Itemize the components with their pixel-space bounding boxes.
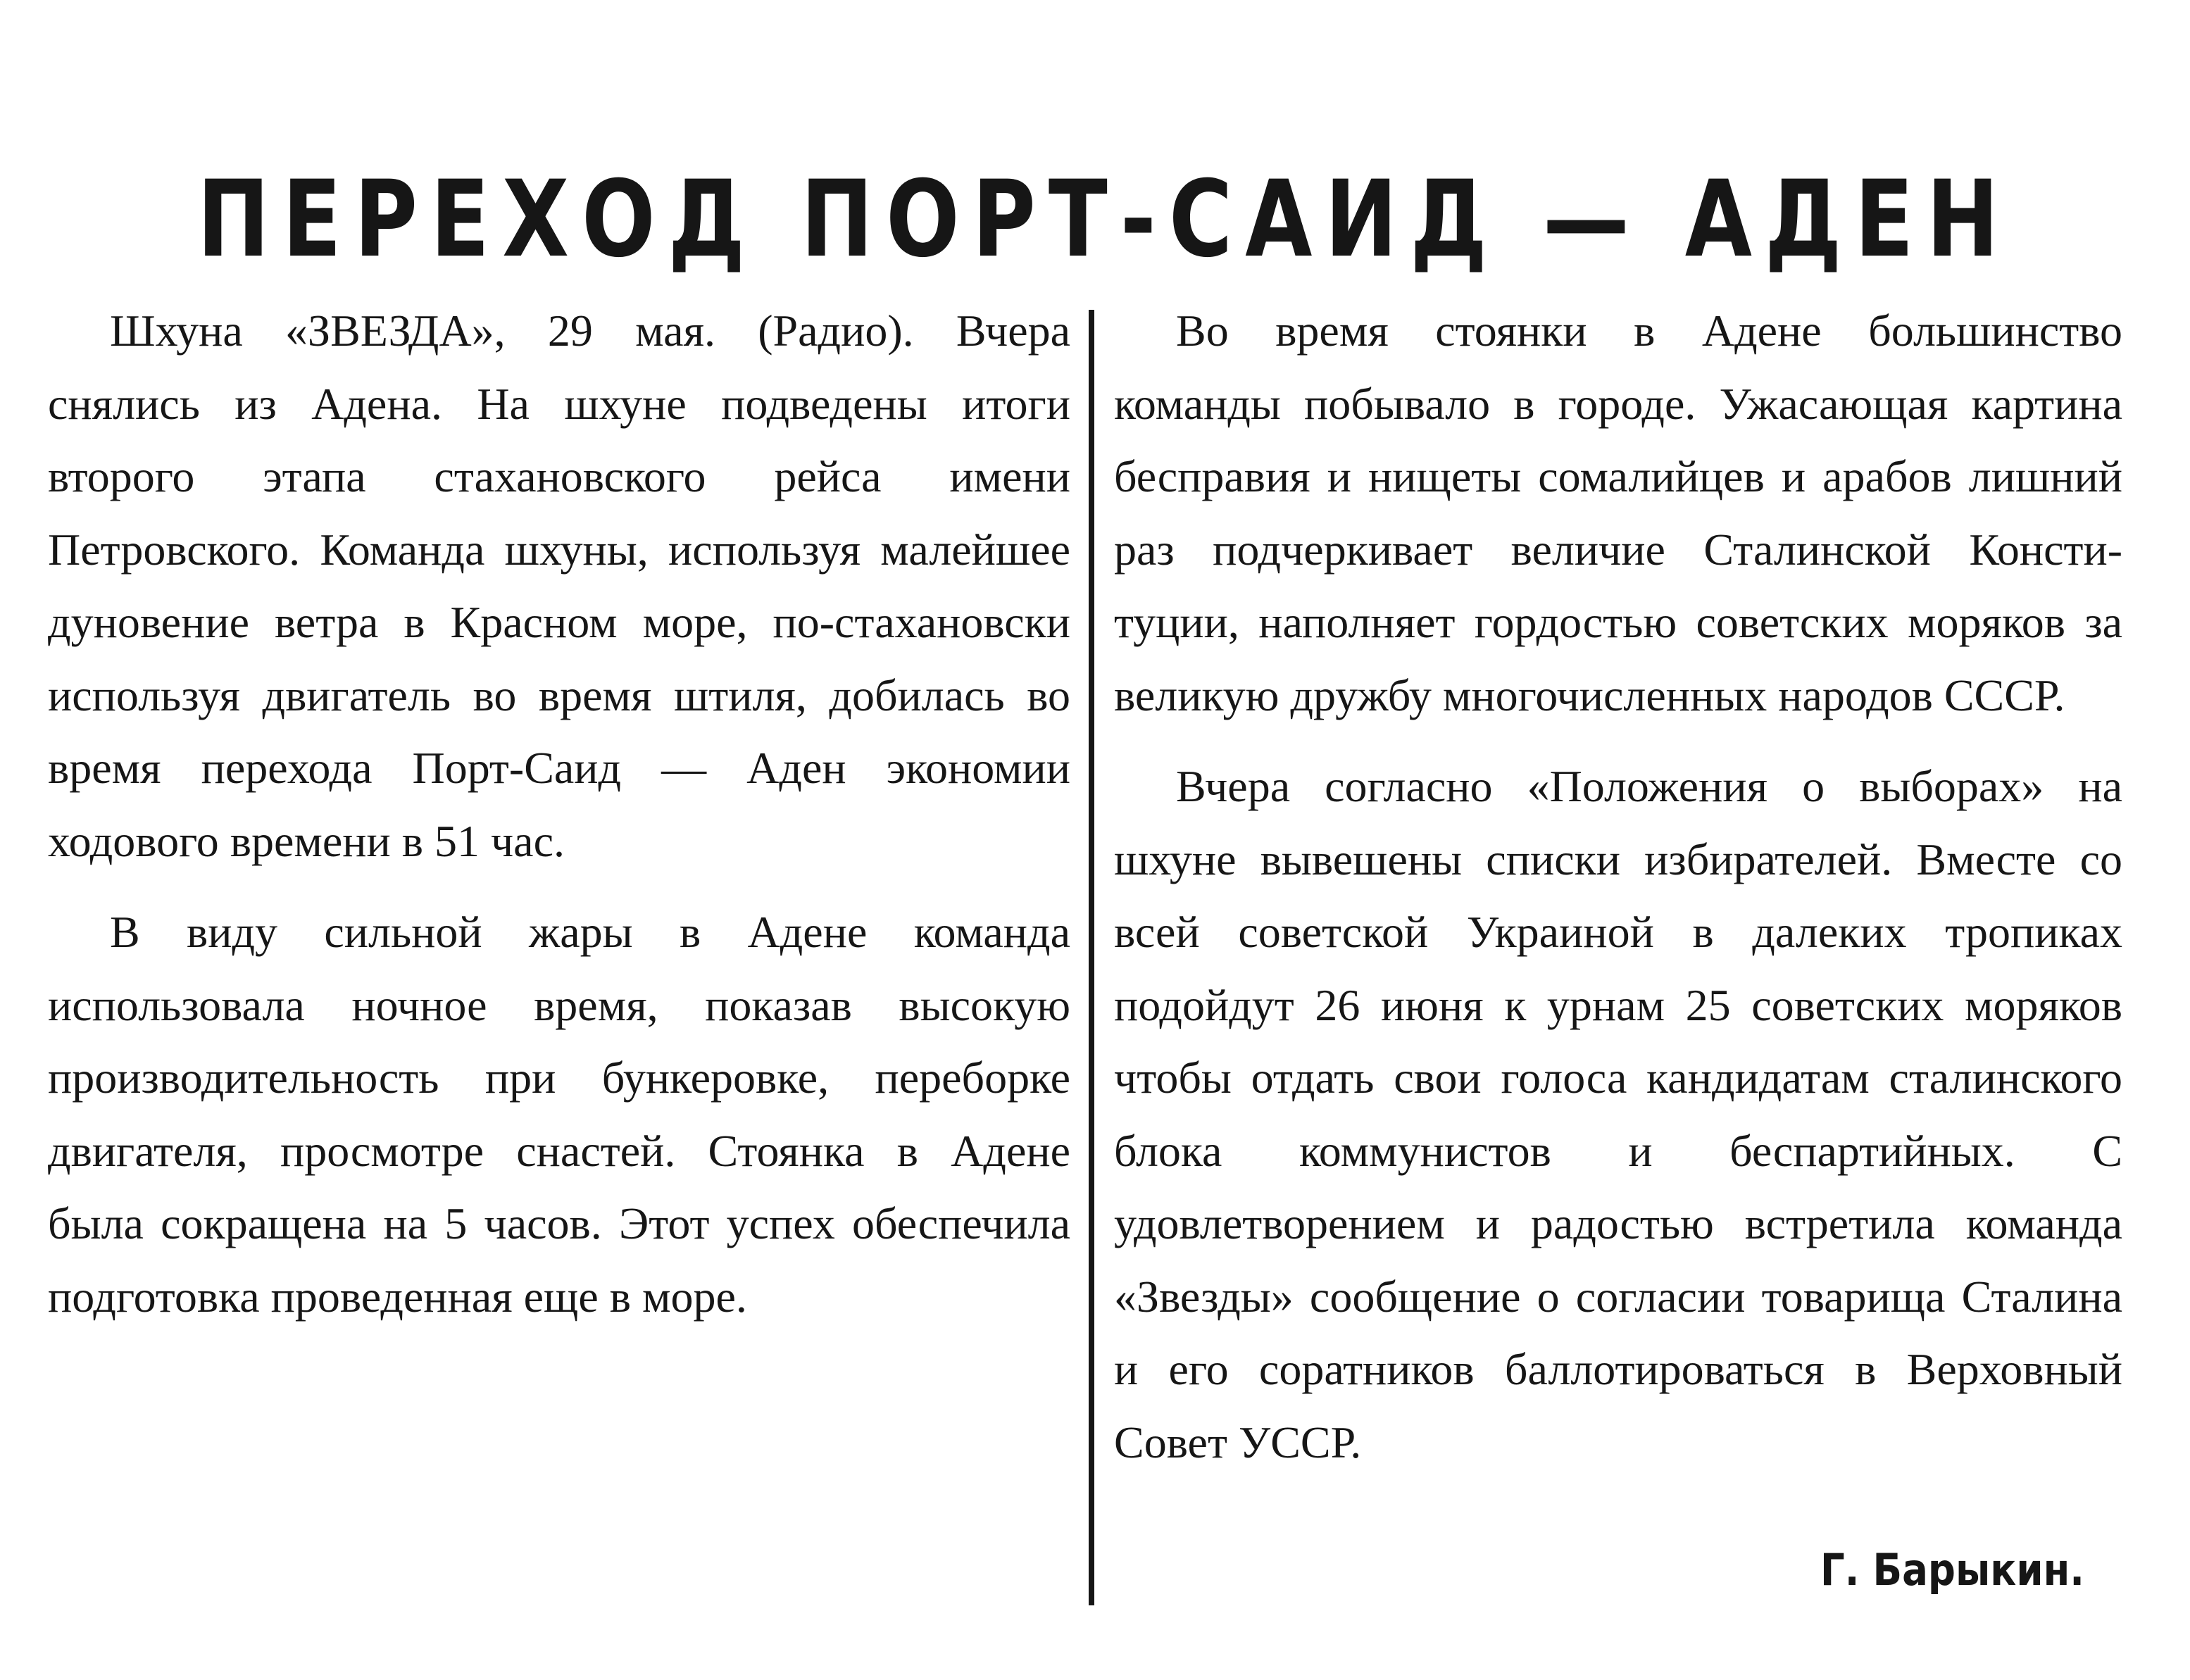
paragraph: Во время стоянки в Адене большинство команды побывало в городе. Ужасающая картина бесправия и нищеты сомалийцев и арабов лишний раз подчеркивает величие Сталинской Конституции, наполняет гордостью советских моряков за великую дружбу многочисленных народов СССР. bbox=[1114, 306, 2122, 720]
author-signature: Г. Барыкин. bbox=[1820, 1544, 2084, 1596]
paragraph: Шхуна «ЗВЕЗДА», 29 мая. (Радио). Вчера снялись из Адена. На шхуне подведены итоги второго этапа стахановского рейса имени Петровского. Команда шхуны, используя малейшее дуновение ветра в Красном море, по-стахановски используя двигатель во время штиля, добилась во время перехода Порт-Саид — Аден экономии ходового времени в 51 час. bbox=[48, 306, 1070, 866]
left-column bbox=[48, 294, 1070, 1333]
column-divider bbox=[1089, 310, 1094, 1605]
paragraph: Вчера согласно «Положения о выборах» на шхуне вывешены списки избирателей. Вместе со всей советской Украиной в далеких тропиках подойдут 26 июня к урнам 25 советских моряков чтобы отдать свои голоса кандидатам сталинского блока коммунистов и беспартийных. С удовлетворением и радостью встретила команда «Звезды» сообщение о согласии товарища Сталина и его соратников баллотироваться в Верховный Совет УССР. bbox=[1114, 761, 2122, 1467]
paragraph: В виду сильной жары в Адене команда использовала ночное время, показав высокую производительность при бункеровке, переборке двигателя, просмотре снастей. Стоянка в Адене была сокращена на 5 часов. Этот успех обеспечила подготовка проведенная еще в море. bbox=[48, 907, 1070, 1322]
headline: ПЕРЕХОД ПОРТ-САИД — АДЕН bbox=[196, 158, 2012, 281]
right-column bbox=[1114, 294, 2122, 1479]
